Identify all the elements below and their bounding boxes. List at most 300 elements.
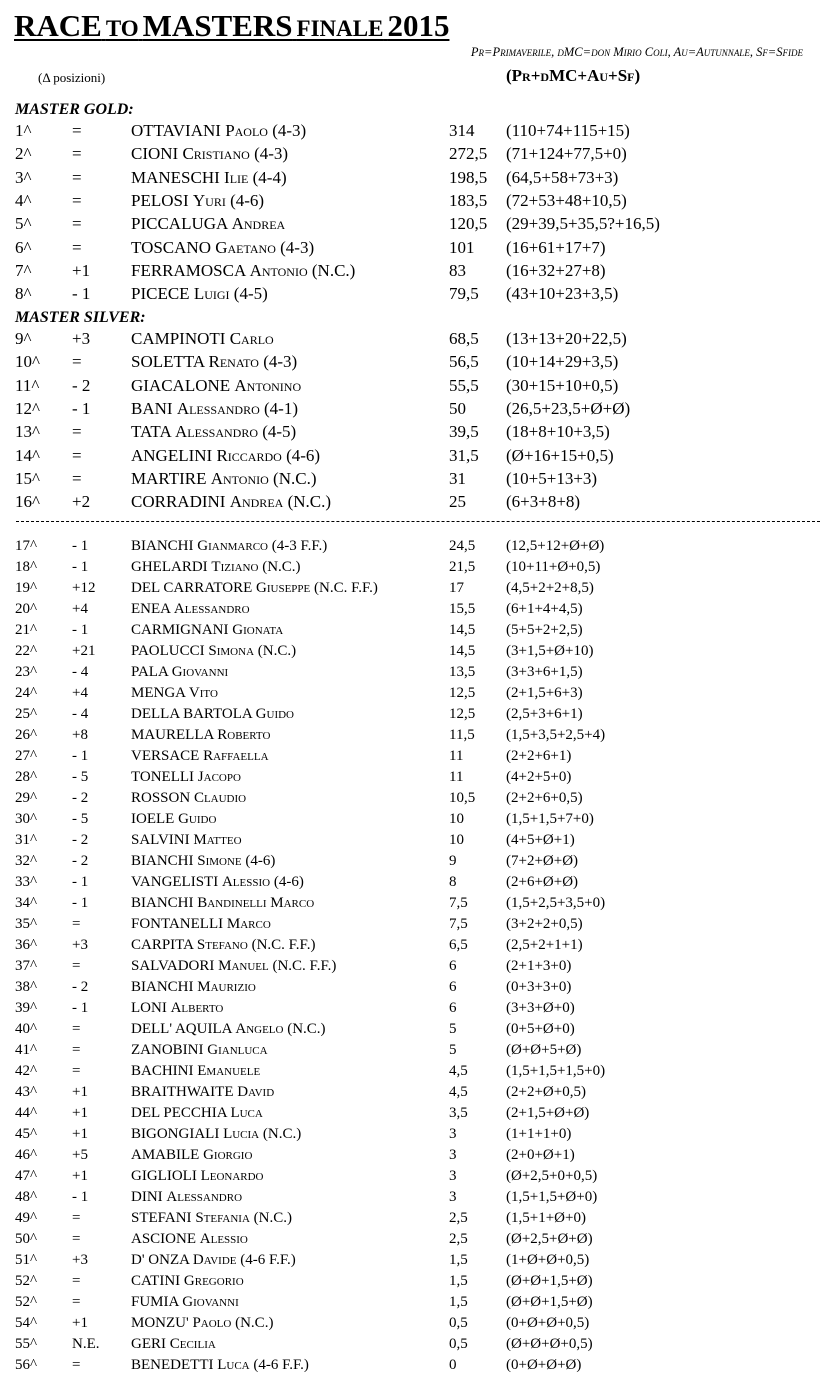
surname: OTTAVIANI (131, 121, 221, 140)
delta-cell: = (72, 352, 82, 372)
first-name: Alessandro (173, 601, 250, 617)
surname: FUMIA (131, 1294, 179, 1310)
first-name: Carlo (229, 329, 274, 348)
position-cell: 5^ (15, 214, 32, 234)
first-name: Guido (255, 706, 294, 722)
delta-cell: N.E. (72, 1336, 100, 1352)
first-name: Lucia (223, 1126, 260, 1142)
delta-cell: - 5 (72, 811, 89, 827)
first-name: Gianluca (207, 1042, 268, 1058)
delta-cell: - 1 (72, 874, 89, 890)
delta-cell: +1 (72, 260, 91, 280)
delta-cell: = (72, 916, 81, 932)
delta-cell: - 1 (72, 1189, 89, 1205)
breakdown-cell: (10+14+29+3,5) (506, 352, 619, 372)
delta-cell: +4 (72, 601, 88, 617)
table-row (0, 1210, 821, 1231)
surname: ROSSON (131, 790, 191, 806)
position-cell: 42^ (15, 1063, 38, 1079)
table-row (0, 1336, 821, 1357)
surname: BANI (131, 398, 173, 418)
points-cell: 55,5 (449, 375, 479, 395)
position-cell: 54^ (15, 1315, 38, 1331)
delta-cell: - 2 (72, 979, 89, 995)
breakdown-cell: (12,5+12+Ø+Ø) (506, 538, 605, 554)
legend: Pr=Primaverile, dMC=don Mirio Coli, Au=Autunnale, Sf=Sfide (470, 45, 803, 59)
points-cell: 79,5 (449, 284, 479, 304)
first-name: Tiziano (211, 559, 259, 575)
name-cell (131, 643, 296, 660)
position-cell: 49^ (15, 1210, 38, 1226)
surname: PICECE (131, 284, 190, 304)
delta-cell: - 1 (72, 748, 89, 764)
name-cell (131, 1021, 326, 1038)
name-cell (131, 1063, 260, 1080)
surname: BIANCHI (131, 853, 194, 869)
player-note: (4-3) (280, 237, 315, 257)
first-name: Jacopo (197, 769, 241, 785)
breakdown-cell: (Ø+Ø+1,5+Ø) (506, 1294, 593, 1310)
surname: ANGELINI (131, 445, 213, 465)
delta-cell: +8 (72, 727, 88, 743)
breakdown-cell: (4,5+2+2+8,5) (506, 580, 594, 596)
delta-cell: = (72, 1021, 81, 1037)
delta-cell: - 1 (72, 538, 89, 554)
points-cell: 21,5 (449, 559, 476, 575)
surname: ASCIONE (131, 1231, 197, 1247)
breakdown-cell: (0+Ø+Ø+0,5) (506, 1315, 590, 1331)
name-cell (131, 706, 294, 723)
breakdown-cell: (5+5+2+2,5) (506, 622, 583, 638)
table-row (0, 790, 821, 811)
table-row (0, 1000, 821, 1021)
first-name: Cristiano (182, 144, 250, 164)
points-cell: 101 (449, 237, 475, 257)
table-row (0, 937, 821, 958)
breakdown-cell: (2,5+3+6+1) (506, 706, 583, 722)
position-cell: 4^ (15, 190, 32, 210)
player-note: (4-5) (233, 284, 268, 304)
position-cell: 25^ (15, 706, 38, 722)
delta-cell: = (72, 468, 82, 488)
points-cell: 25 (449, 492, 466, 512)
delta-cell: = (72, 121, 82, 140)
first-name: Simona (208, 643, 255, 659)
points-cell: 3,5 (449, 1105, 468, 1121)
points-cell: 314 (449, 121, 475, 140)
breakdown-cell: (Ø+Ø+5+Ø) (506, 1042, 582, 1058)
points-cell: 11 (449, 769, 464, 785)
player-note: (N.C.) (287, 1021, 326, 1037)
position-cell: 15^ (15, 468, 40, 488)
points-cell: 12,5 (449, 685, 476, 701)
position-cell: 34^ (15, 895, 38, 911)
points-cell: 11 (449, 748, 464, 764)
breakdown-cell: (2+1,5+6+3) (506, 685, 583, 701)
position-cell: 36^ (15, 937, 38, 953)
first-name: Marco (226, 916, 271, 932)
first-name: Alessandro (175, 422, 258, 442)
delta-cell: = (72, 1063, 81, 1079)
breakdown-cell: (1,5+3,5+2,5+4) (506, 727, 606, 743)
position-cell: 18^ (15, 559, 38, 575)
title-word: TO (105, 16, 139, 41)
table-row (0, 1273, 821, 1294)
table-row (0, 853, 821, 874)
surname: CARMIGNANI (131, 622, 229, 638)
table-row (0, 1042, 821, 1063)
table-row (0, 769, 821, 790)
breakdown-cell: (0+5+Ø+0) (506, 1021, 575, 1037)
position-cell: 16^ (15, 492, 40, 512)
points-cell: 14,5 (449, 643, 476, 659)
name-cell (131, 916, 271, 933)
name-cell (131, 1294, 239, 1311)
first-name: David (237, 1084, 275, 1100)
position-cell: 19^ (15, 580, 38, 596)
table-row (0, 832, 821, 853)
table-row (0, 1105, 821, 1126)
surname: TATA (131, 422, 171, 442)
name-cell (131, 352, 297, 372)
delta-cell: - 4 (72, 706, 89, 722)
surname: SOLETTA (131, 352, 205, 372)
breakdown-cell: (0+3+3+0) (506, 979, 572, 995)
name-cell (131, 191, 264, 211)
points-formula: (Pr+dMC+Au+Sf) (506, 66, 641, 85)
section-divider (16, 521, 820, 522)
delta-cell: = (72, 1294, 81, 1310)
points-cell: 56,5 (449, 352, 479, 372)
surname: VERSACE (131, 748, 200, 764)
name-cell (131, 1168, 264, 1185)
surname: BIANCHI (131, 895, 194, 911)
name-cell (131, 238, 314, 258)
points-cell: 3 (449, 1168, 457, 1184)
delta-cell: - 1 (72, 1000, 89, 1016)
position-cell: 52^ (15, 1273, 38, 1289)
position-cell: 22^ (15, 643, 38, 659)
name-cell (131, 1315, 273, 1332)
delta-cell: = (72, 1042, 81, 1058)
position-cell: 20^ (15, 601, 38, 617)
name-cell (131, 1084, 274, 1101)
position-cell: 29^ (15, 790, 38, 806)
name-cell (131, 937, 315, 954)
table-row (0, 727, 821, 748)
table-row (0, 664, 821, 685)
delta-cell: +3 (72, 329, 91, 348)
delta-cell: = (72, 190, 82, 210)
name-cell (131, 492, 331, 512)
table-row (0, 1084, 821, 1105)
first-name: Yuri (192, 190, 226, 210)
player-note: (N.C.) (235, 1315, 274, 1331)
surname: BIANCHI (131, 538, 194, 554)
points-cell: 9 (449, 853, 457, 869)
table-row (0, 261, 821, 284)
points-cell: 1,5 (449, 1273, 468, 1289)
breakdown-cell: (7+2+Ø+Ø) (506, 853, 579, 869)
position-cell: 1^ (15, 121, 32, 140)
points-cell: 15,5 (449, 601, 476, 617)
position-cell: 12^ (15, 398, 40, 418)
first-name: Roberto (217, 727, 271, 743)
title-word: RACE (14, 8, 102, 43)
first-name: Matteo (193, 832, 242, 848)
first-name: Alessandro (176, 398, 260, 418)
table-row (0, 1357, 821, 1378)
table-row (0, 1147, 821, 1168)
position-cell: 23^ (15, 664, 38, 680)
points-cell: 272,5 (449, 144, 488, 164)
first-name: Giuseppe (256, 580, 311, 596)
player-note: (N.C.) (253, 1210, 292, 1226)
name-cell (131, 446, 320, 466)
points-cell: 10,5 (449, 790, 476, 806)
name-cell (131, 769, 241, 786)
player-note: (4-1) (264, 398, 298, 418)
first-name: Cecilia (169, 1336, 216, 1352)
first-name: Alessandro (166, 1189, 243, 1205)
breakdown-cell: (3+3+Ø+0) (506, 1000, 575, 1016)
name-cell (131, 1231, 248, 1248)
points-cell: 50 (449, 398, 466, 418)
position-cell: 46^ (15, 1147, 38, 1163)
title-word: MASTERS (142, 8, 293, 43)
breakdown-cell: (71+124+77,5+0) (506, 144, 627, 164)
points-cell: 120,5 (449, 214, 488, 234)
table-row (0, 1315, 821, 1336)
first-name: Vito (188, 685, 218, 701)
delta-cell: +3 (72, 937, 88, 953)
surname: D' ONZA (131, 1252, 190, 1268)
surname: BENEDETTI (131, 1357, 214, 1373)
position-cell: 35^ (15, 916, 38, 932)
points-cell: 10 (449, 832, 464, 848)
breakdown-cell: (2+0+Ø+1) (506, 1147, 575, 1163)
breakdown-cell: (3+3+6+1,5) (506, 664, 583, 680)
name-cell (131, 1273, 244, 1290)
points-cell: 6 (449, 979, 457, 995)
position-cell: 17^ (15, 538, 38, 554)
first-name: Ilie (224, 167, 249, 187)
breakdown-cell: (13+13+20+22,5) (506, 329, 627, 348)
first-name: Stefania (195, 1210, 250, 1226)
delta-cell: +1 (72, 1126, 88, 1142)
points-cell: 183,5 (449, 190, 488, 210)
breakdown-cell: (Ø+2,5+Ø+Ø) (506, 1231, 593, 1247)
position-cell: 21^ (15, 622, 38, 638)
points-cell: 17 (449, 580, 464, 596)
first-name: Gianmarco (197, 538, 268, 554)
first-name: Alessio (199, 1231, 248, 1247)
points-cell: 0 (449, 1357, 457, 1373)
table-row (0, 979, 821, 1000)
first-name: Stefano (196, 937, 248, 953)
surname: BACHINI (131, 1063, 194, 1079)
surname: GIGLIOLI (131, 1168, 197, 1184)
delta-cell: = (72, 445, 82, 465)
table-row (0, 1294, 821, 1315)
delta-cell: - 1 (72, 622, 89, 638)
first-name: Bandinelli Marco (197, 895, 315, 911)
points-cell: 3 (449, 1189, 457, 1205)
breakdown-cell: (2+6+Ø+Ø) (506, 874, 579, 890)
document-title (14, 8, 449, 44)
breakdown-cell: (Ø+16+15+0,5) (506, 445, 614, 465)
breakdown-cell: (43+10+23+3,5) (506, 284, 619, 304)
breakdown-cell: (0+Ø+Ø+Ø) (506, 1357, 582, 1373)
surname: CAMPINOTI (131, 329, 226, 348)
breakdown-cell: (16+61+17+7) (506, 237, 606, 257)
player-note: (4-6 F.F.) (253, 1357, 309, 1373)
points-cell: 12,5 (449, 706, 476, 722)
delta-cell: - 1 (72, 895, 89, 911)
delta-cell: = (72, 422, 82, 442)
points-cell: 3 (449, 1147, 457, 1163)
breakdown-cell: (3+2+2+0,5) (506, 916, 583, 932)
first-name: Alessio (221, 874, 271, 890)
player-note: (N.C.) (287, 492, 332, 512)
breakdown-cell: (Ø+Ø+Ø+0,5) (506, 1336, 593, 1352)
first-name: Emanuele (197, 1063, 261, 1079)
first-name: Raffaella (203, 748, 269, 764)
name-cell (131, 622, 283, 639)
name-cell (131, 1336, 216, 1353)
first-name: Andrea (231, 214, 286, 234)
points-cell: 39,5 (449, 422, 479, 442)
surname: MONZU' (131, 1315, 189, 1331)
surname: GERI (131, 1336, 166, 1352)
surname: MARTIRE (131, 468, 207, 488)
first-name: Antonio (210, 468, 269, 488)
player-note: (N.C.) (257, 643, 297, 659)
table-row (0, 144, 821, 167)
points-cell: 7,5 (449, 895, 468, 911)
points-cell: 83 (449, 260, 466, 280)
first-name: Gionata (232, 622, 284, 638)
name-cell (131, 874, 304, 891)
position-cell: 24^ (15, 685, 38, 701)
first-name: Gregorio (183, 1273, 244, 1289)
name-cell (131, 1210, 292, 1227)
breakdown-cell: (1+1+1+0) (506, 1126, 572, 1142)
surname: BIGONGIALI (131, 1126, 220, 1142)
player-note: (4-6 F.F.) (240, 1252, 296, 1268)
title-word: 2015 (387, 8, 450, 43)
name-cell (131, 1042, 268, 1059)
first-name: Renato (208, 352, 259, 372)
position-cell: 3^ (15, 167, 32, 187)
surname: BRAITHWAITE (131, 1084, 234, 1100)
first-name: Giovanni (171, 664, 229, 680)
points-cell: 2,5 (449, 1231, 468, 1247)
surname: TONELLI (131, 769, 195, 785)
delta-cell: +3 (72, 1252, 88, 1268)
first-name: Alberto (170, 1000, 224, 1016)
name-cell (131, 1189, 242, 1206)
points-cell: 3 (449, 1126, 457, 1142)
position-cell: 52^ (15, 1294, 38, 1310)
name-cell (131, 895, 314, 912)
table-row (0, 399, 821, 422)
position-cell: 44^ (15, 1105, 38, 1121)
table-row (0, 191, 821, 214)
breakdown-cell: (64,5+58+73+3) (506, 167, 619, 187)
delta-cell: = (72, 144, 82, 164)
name-cell (131, 727, 270, 744)
table-row (0, 580, 821, 601)
breakdown-cell: (2+2+Ø+0,5) (506, 1084, 586, 1100)
name-cell (131, 790, 246, 807)
breakdown-cell: (1,5+1+Ø+0) (506, 1210, 586, 1226)
delta-cell: - 4 (72, 664, 89, 680)
breakdown-cell: (2+1,5+Ø+Ø) (506, 1105, 590, 1121)
player-note: (4-4) (252, 167, 287, 187)
position-cell: 33^ (15, 874, 38, 890)
breakdown-cell: (16+32+27+8) (506, 260, 606, 280)
surname: DEL CARRATORE (131, 580, 253, 596)
surname: CORRADINI (131, 492, 226, 512)
position-cell: 55^ (15, 1336, 38, 1352)
name-cell (131, 121, 306, 141)
points-cell: 24,5 (449, 538, 476, 554)
position-cell: 28^ (15, 769, 38, 785)
breakdown-cell: (Ø+2,5+0+0,5) (506, 1168, 598, 1184)
player-note: (4-5) (262, 422, 297, 442)
delta-cell: - 2 (72, 375, 91, 395)
delta-cell: - 1 (72, 398, 91, 418)
surname: DELLA BARTOLA (131, 706, 252, 722)
delta-cell: = (72, 167, 82, 187)
surname: FONTANELLI (131, 916, 224, 932)
delta-cell: - 1 (72, 559, 89, 575)
table-row (0, 895, 821, 916)
breakdown-cell: (6+3+8+8) (506, 492, 581, 512)
first-name: Angelo (235, 1021, 284, 1037)
table-row (0, 874, 821, 895)
name-cell (131, 168, 287, 188)
points-cell: 8 (449, 874, 457, 890)
position-cell: 39^ (15, 1000, 38, 1016)
table-row (0, 238, 821, 261)
delta-cell: = (72, 237, 82, 257)
name-cell (131, 748, 269, 765)
surname: ENEA (131, 601, 171, 617)
player-note: (4-6) (245, 853, 276, 869)
surname: DELL' AQUILA (131, 1021, 232, 1037)
name-cell (131, 1105, 263, 1122)
position-cell: 43^ (15, 1084, 38, 1100)
position-cell: 50^ (15, 1231, 38, 1247)
table-row (0, 352, 821, 375)
position-cell: 9^ (15, 329, 32, 348)
breakdown-cell: (Ø+Ø+1,5+Ø) (506, 1273, 593, 1289)
table-row (0, 958, 821, 979)
name-cell (131, 832, 242, 849)
table-row (0, 1063, 821, 1084)
points-cell: 31,5 (449, 445, 479, 465)
table-row (0, 284, 821, 307)
table-row (0, 1252, 821, 1273)
table-row (0, 376, 821, 399)
table-row (0, 1168, 821, 1189)
player-note: (4-6) (273, 874, 304, 890)
points-cell: 10 (449, 811, 464, 827)
position-cell: 30^ (15, 811, 38, 827)
name-cell (131, 1126, 301, 1143)
